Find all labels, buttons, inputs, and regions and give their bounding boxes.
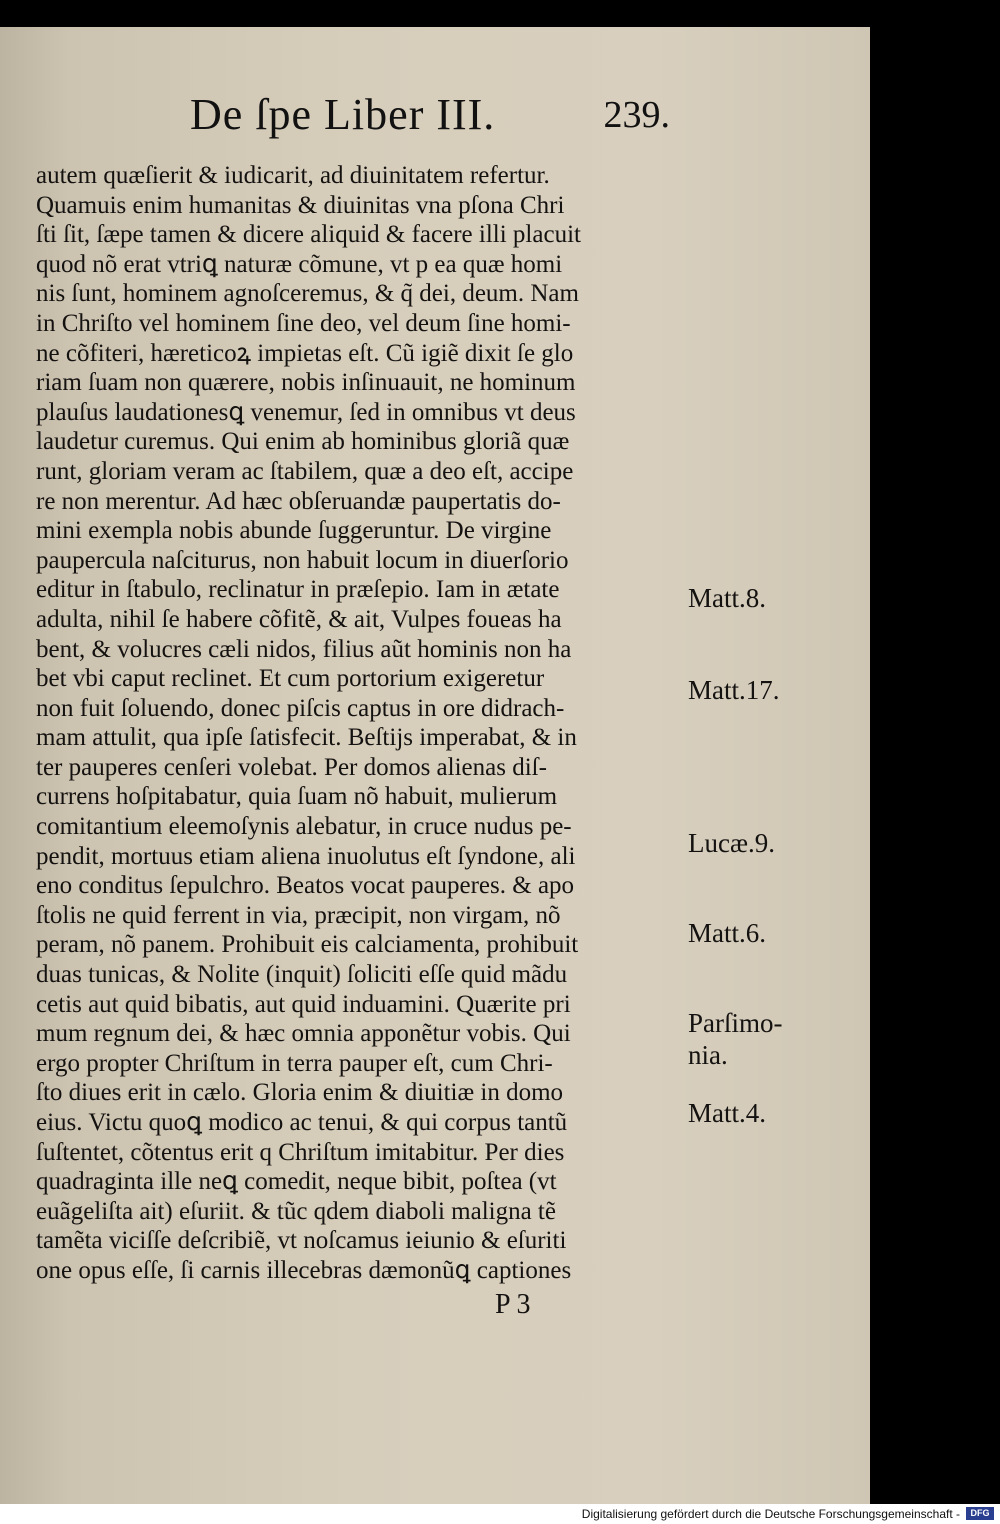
header-title: De ſpe Liber III. [190,90,496,139]
margin-note: Matt.17. [688,675,780,705]
text-line: quod nõ erat vtriꝗ naturæ cõmune, vt p ea quæ homi [36,250,563,278]
margin-note: Parſimo- [688,1008,783,1038]
text-line: ſtolis ne quid ferrent in via, præcipit, non virgam, nõ [36,901,561,929]
running-header [190,85,670,145]
text-line: adulta, nihil ſe habere cõfitẽ, & ait, Vulpes foueas ha [36,605,562,633]
text-line: euãgeliſta ait) eſuriit. & tũc qdem diaboli maligna tẽ [36,1197,556,1225]
dfg-logo: DFG [966,1507,994,1520]
text-line: currens hoſpitabatur, quia ſuam nõ habuit, mulierum [36,783,558,811]
text-line: peram, nõ panem. Prohibuit eis calciamenta, prohibuit [36,931,579,959]
text-line: editur in ſtabulo, reclinatur in præſepio. Iam in ætate [36,576,560,604]
margin-note: nia. [688,1040,728,1070]
page-number: 239. [603,94,670,136]
text-line: eius. Victu quoꝗ modico ac tenui, & qui corpus tantũ [36,1109,568,1136]
margin-note: Matt.4. [688,1098,766,1128]
text-line: ne cõfiteri, hæreticoꝝ impietas eſt. Cũ igiẽ dixit ſe glo [36,339,574,367]
text-line: quadraginta ille neꝗ comedit, neque bibit, poſtea (vt [36,1168,557,1196]
margin-note: Matt.8. [688,583,766,613]
text-line: bent, & volucres cæli nidos, filius aũt hominis non ha [36,635,572,663]
text-line: ter pauperes cenſeri volebat. Per domos alienas diſ- [36,753,547,781]
text-line: pendit, mortuus etiam aliena inuolutus eſt ſyndone, ali [36,842,576,870]
text-line: nis ſunt, hominem agnoſceremus, & q̃ dei, deum. Nam [36,280,579,308]
margin-note: Matt.6. [688,918,766,948]
footer-bar [0,1504,1000,1524]
text-line: ſto diues erit in cælo. Gloria enim & diuitiæ in domo [36,1079,564,1107]
text-line: comitantium eleemoſynis alebatur, in cruce nudus pe- [36,813,572,841]
text-line: ergo propter Chriſtum in terra pauper eſt, cum Chri- [36,1049,553,1077]
book-page [0,27,870,1504]
text-line: one opus eſſe, ſi carnis illecebras dæmonũꝗ captiones [36,1256,572,1284]
margin-note: Lucæ.9. [688,828,775,858]
text-line: re non merentur. Ad hæc obſeruandæ paupertatis do- [36,487,561,515]
text-line: riam ſuam non quærere, nobis inſinuauit, ne hominum [36,369,576,397]
funding-credit: Digitalisierung gefördert durch die Deutsche Forschungsgemeinschaft - [581,1507,960,1521]
text-line: bet vbi caput reclinet. Et cum portorium exigeretur [36,665,545,693]
text-line: tamẽta viciſſe deſcribiẽ, vt noſcamus ieiunio & eſuriti [36,1227,567,1255]
signature-mark: P 3 [495,1289,531,1320]
text-line: duas tunicas, & Nolite (inquit) ſoliciti eſſe quid mãdu [36,961,568,989]
text-line: autem quæſierit & iudicarit, ad diuinitatem refertur. [36,162,550,189]
text-line: mam attulit, qua ipſe ſatisfecit. Beſtijs imperabat, & in [36,724,577,752]
text-line: laudetur curemus. Qui enim ab hominibus gloriã quæ [36,428,570,456]
body-text [36,161,668,1286]
text-line: in Chriſto vel hominem ſine deo, vel deum ſine homi- [36,309,571,337]
text-line: non fuit ſoluendo, donec piſcis captus in ore didrach- [36,694,565,722]
text-line: Quamuis enim humanitas & diuinitas vna pſona Chri [36,191,565,219]
text-line: mum regnum dei, & hæc omnia apponẽtur vobis. Qui [36,1020,571,1048]
text-line: cetis aut quid bibatis, aut quid induamini. Quærite pri [36,990,571,1018]
text-line: ſuſtentet, cõtentus erit q Chriſtum imitabitur. Per dies [36,1138,565,1166]
text-line: paupercula naſciturus, non habuit locum in diuerſorio [36,546,569,574]
text-line: mini exempla nobis abunde ſuggeruntur. De virgine [36,517,552,545]
text-line: ſti ſit, ſæpe tamen & dicere aliquid & facere illi placuit [36,221,581,249]
text-line: runt, gloriam veram ac ſtabilem, quæ a deo eſt, accipe [36,457,574,485]
text-line: plauſus laudationesꝗ venemur, ſed in omnibus vt deus [36,398,576,426]
text-line: eno conditus ſepulchro. Beatos vocat pauperes. & apo [36,872,575,900]
